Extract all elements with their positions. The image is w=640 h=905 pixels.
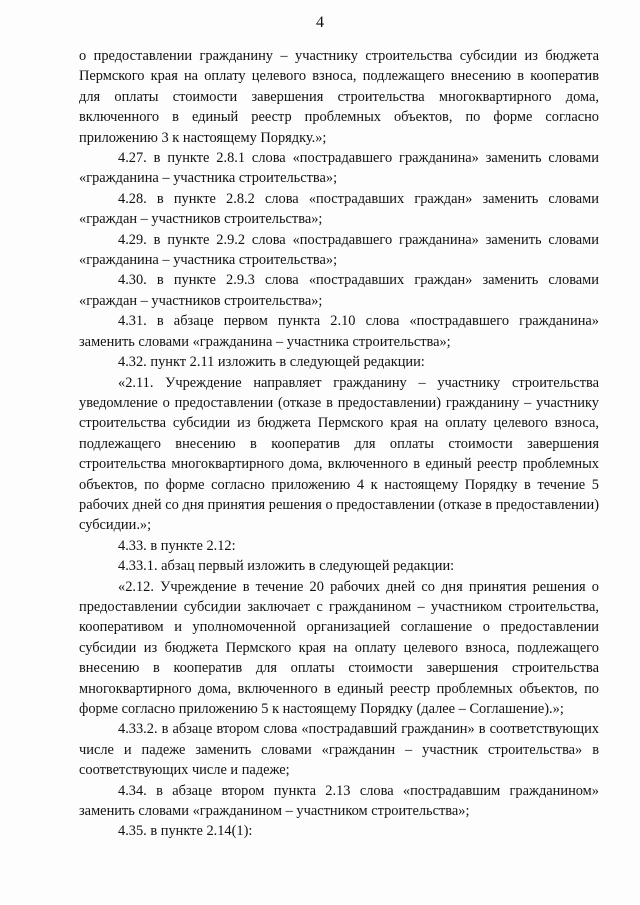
- paragraph: 4.33.1. абзац первый изложить в следующей редакции:: [118, 558, 455, 575]
- paragraph: 4.33.2. в абзаце втором слова «пострадавший гражданин» в соответствующих числе и падеже заменить словами «гражданин – участник строительства» в соответствующих числе и падеже;: [79, 721, 599, 779]
- paragraph: 4.29. в пункте 2.9.2 слова «пострадавшего гражданина» заменить словами «гражданина – участника строительства»;: [79, 231, 599, 269]
- paragraph: 4.30. в пункте 2.9.3 слова «пострадавших граждан» заменить словами «граждан – участников строительства»;: [79, 272, 599, 309]
- paragraph: 4.35. в пункте 2.14(1):: [118, 823, 253, 840]
- paragraph: 4.28. в пункте 2.8.2 слова «пострадавших граждан» заменить словами «граждан – участников строительства»;: [79, 190, 599, 228]
- paragraph: «2.12. Учреждение в течение 20 рабочих дней со дня принятия решения о предоставлении субсидии заключает с гражданином – участником строительства, кооперативом и уполномоченной организацией соглашение о предоставлении субсидии из бюджета Пермского края на оплату целевого взноса, подлежащего внесению в кооператив для оплаты стоимости завершения строительства многоквартирного дома, включенного в единый реестр проблемных объектов, по форме согласно приложению 5 к настоящему Порядку (далее – Соглашение).»;: [79, 578, 599, 717]
- paragraph: 4.32. пункт 2.11 изложить в следующей редакции:: [118, 354, 425, 371]
- paragraph: 4.34. в абзаце втором пункта 2.13 слова «пострадавшим гражданином» заменить словами «гражданином – участником строительства»;: [79, 782, 599, 820]
- document-body: [79, 46, 599, 842]
- paragraph: «2.11. Учреждение направляет гражданину – участнику строительства уведомление о предоставлении (отказе в предоставлении) гражданину – участнику строительства субсидии из бюджета Пермского края на оплату целевого взноса, подлежащего внесению в кооператив для оплаты стоимости завершения строительства многоквартирного дома, включенного в единый реестр проблемных объектов, по форме согласно приложению 4 к настоящему Порядку в течение 5 рабочих дней со дня принятия решения о предоставлении (отказе в предоставлении) субсидии.»;: [79, 374, 599, 534]
- paragraph: 4.33. в пункте 2.12:: [118, 537, 236, 554]
- page-number: 4: [316, 14, 324, 31]
- paragraph: 4.27. в пункте 2.8.1 слова «пострадавшего гражданина» заменить словами «гражданина – участника строительства»;: [79, 150, 599, 187]
- paragraph: 4.31. в абзаце первом пункта 2.10 слова «пострадавшего гражданина» заменить словами «гражданина – участника строительства»;: [79, 313, 599, 350]
- paragraph: о предоставлении гражданину – участнику строительства субсидии из бюджета Пермского края на оплату целевого взноса, подлежащего внесению в кооператив для оплаты стоимости завершения строительства многоквартирного дома, включенного в единый реестр проблемных объектов, по форме согласно приложению 3 к настоящему Порядку.»;: [79, 48, 599, 146]
